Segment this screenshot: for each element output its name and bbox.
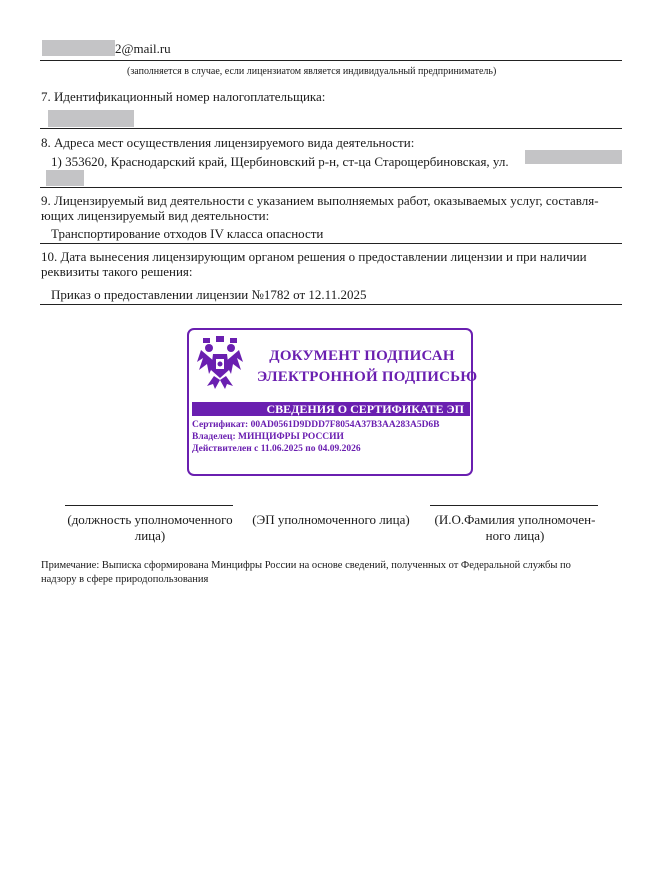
stamp-title bbox=[257, 346, 478, 388]
signature-ep-text: (ЭП уполномоченного лица) bbox=[252, 512, 410, 527]
redacted-address-tail bbox=[46, 170, 84, 186]
section-9-label-line1: 9. Лицензируемый вид деятельности с указанием выполняемых работ, оказываемых услуг, составля- bbox=[41, 193, 599, 208]
divider bbox=[40, 128, 622, 129]
signature-position-line2: лица) bbox=[134, 528, 166, 543]
signature-position-line1: (должность уполномоченного bbox=[67, 512, 233, 527]
certificate-number: Сертификат: 00AD0561D9DDD7F8054A37B3AA283A5D6B bbox=[192, 420, 440, 430]
section-10-label-line2: реквизиты такого решения: bbox=[41, 264, 193, 279]
signature-position-caption bbox=[55, 512, 245, 544]
signature-line-position bbox=[65, 505, 233, 506]
signature-name-line1: (И.О.Фамилия уполномочен- bbox=[434, 512, 596, 527]
divider bbox=[40, 243, 622, 244]
section-10-label-line1: 10. Дата вынесения лицензирующим органом решения о предоставлении лицензии и при наличии bbox=[41, 249, 587, 264]
section-8-address: 1) 353620, Краснодарский край, Щербиновский р-н, ст-ца Старощербиновская, ул. bbox=[51, 154, 509, 169]
certificate-owner: Владелец: МИНЦИФРЫ РОССИИ bbox=[192, 432, 344, 442]
stamp-title-line2: ЭЛЕКТРОННОЙ ПОДПИСЬЮ bbox=[257, 369, 478, 385]
redacted-email-prefix bbox=[42, 40, 115, 56]
section-8-label: 8. Адреса мест осуществления лицензируемого вида деятельности: bbox=[41, 135, 415, 150]
stamp-title-line1: ДОКУМЕНТ ПОДПИСАН bbox=[269, 348, 455, 364]
certificate-validity: Действителен с 11.06.2025 по 04.09.2026 bbox=[192, 444, 361, 454]
section-9-label-line2: ющих лицензируемый вид деятельности: bbox=[41, 208, 270, 223]
signature-name-line2: ного лица) bbox=[485, 528, 545, 543]
email-note: (заполняется в случае, если лицензиатом является индивидуальный предприниматель) bbox=[127, 66, 497, 77]
signature-ep-caption bbox=[243, 512, 419, 528]
redacted-street bbox=[525, 150, 622, 164]
double-headed-eagle-emblem bbox=[195, 336, 245, 390]
section-9-value: Транспортирование отходов IV класса опасности bbox=[51, 226, 324, 241]
signature-line-name bbox=[430, 505, 598, 506]
section-10-value: Приказ о предоставлении лицензии №1782 от 12.11.2025 bbox=[51, 287, 367, 302]
footnote-line2: надзору в сфере природопользования bbox=[41, 574, 209, 585]
redacted-inn bbox=[48, 110, 134, 127]
certificate-info-bar: СВЕДЕНИЯ О СЕРТИФИКАТЕ ЭП bbox=[192, 402, 470, 416]
footnote-line1: Примечание: Выписка сформирована Минцифры России на основе сведений, полученных от Федеральной службы по bbox=[41, 560, 571, 571]
divider bbox=[40, 304, 622, 305]
divider bbox=[40, 187, 622, 188]
email-value: 2@mail.ru bbox=[115, 41, 171, 56]
signature-name-caption bbox=[420, 512, 610, 544]
section-7-label: 7. Идентификационный номер налогоплательщика: bbox=[41, 89, 326, 104]
divider bbox=[40, 60, 622, 61]
e-signature-stamp bbox=[187, 328, 478, 476]
